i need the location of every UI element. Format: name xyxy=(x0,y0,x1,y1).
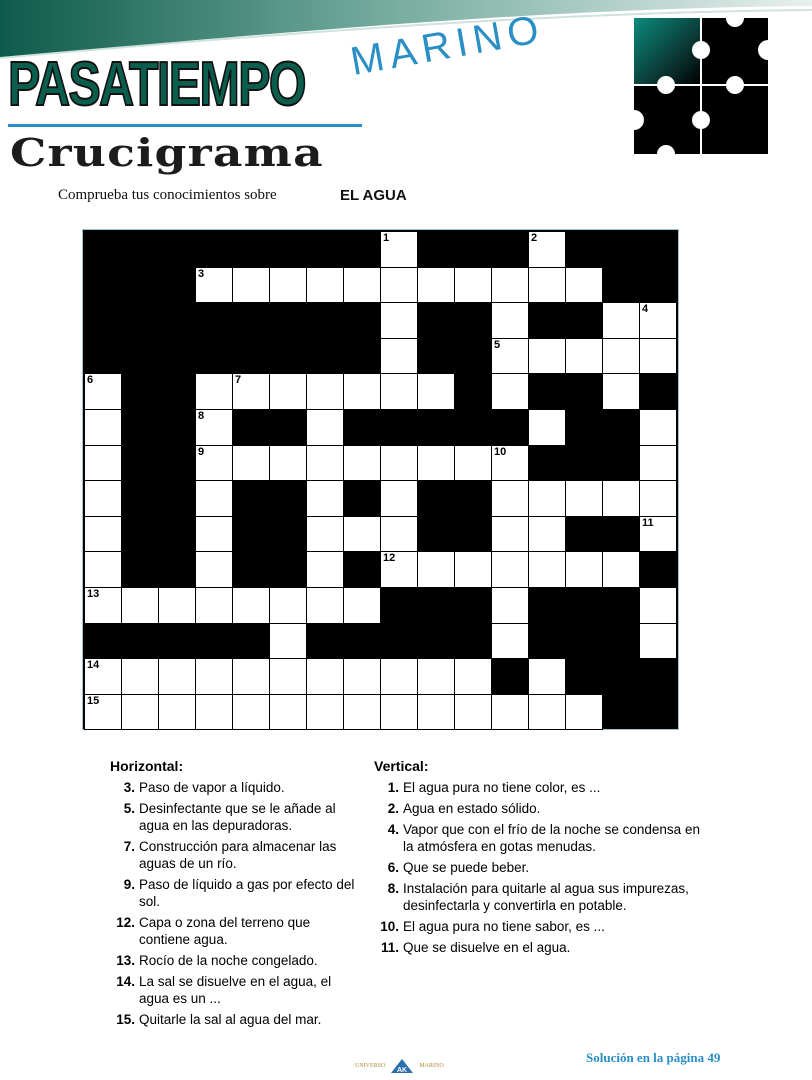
crossword-cell[interactable] xyxy=(269,623,307,660)
clue-number: 1. xyxy=(387,780,399,795)
crossword-cell[interactable] xyxy=(454,445,492,482)
cell-number: 4 xyxy=(642,303,649,316)
vertical-clues xyxy=(374,758,704,960)
crossword-cell[interactable] xyxy=(306,658,344,695)
crossword-cell[interactable] xyxy=(639,587,677,624)
clue-number: 7. xyxy=(123,839,135,854)
clue-number: 3. xyxy=(123,780,135,795)
brand-logo-text: AK xyxy=(397,1067,408,1074)
cell-number: 1 xyxy=(383,232,390,244)
crossword-cell[interactable] xyxy=(602,338,640,375)
crossword-cell[interactable] xyxy=(84,409,122,446)
crossword-cell[interactable] xyxy=(195,694,233,731)
cell-number: 11 xyxy=(642,516,654,529)
crossword-cell[interactable] xyxy=(639,302,677,339)
crossword-cell[interactable] xyxy=(639,409,677,446)
crossword-cell[interactable] xyxy=(565,551,603,588)
horizontal-heading: Horizontal: xyxy=(110,758,184,774)
crossword-cell[interactable] xyxy=(454,267,492,304)
crossword-cell[interactable] xyxy=(158,658,196,695)
cell-number: 9 xyxy=(198,445,205,458)
crossword-cell[interactable] xyxy=(232,445,270,482)
cell-number: 5 xyxy=(494,338,501,351)
crossword-cell[interactable] xyxy=(84,694,122,731)
crossword-cell[interactable] xyxy=(491,373,529,410)
crossword-cell[interactable] xyxy=(565,480,603,517)
clue-text: Rocío de la noche congelado. xyxy=(139,953,318,968)
crossword-cell[interactable] xyxy=(602,373,640,410)
crossword-cell[interactable] xyxy=(380,338,418,375)
clue-number: 2. xyxy=(387,801,399,816)
clue-text: Que se puede beber. xyxy=(403,860,530,875)
crossword-cell[interactable] xyxy=(639,338,677,375)
crossword-cell[interactable] xyxy=(380,231,418,268)
crossword-cell[interactable] xyxy=(565,267,603,304)
clue-item xyxy=(110,1011,360,1028)
crossword-cell[interactable] xyxy=(195,267,233,304)
clue-number: 9. xyxy=(123,877,135,892)
crossword-cell[interactable] xyxy=(84,445,122,482)
cell-number: 8 xyxy=(198,410,205,422)
clue-text: Vapor que con el frío de la noche se condensa en la atmósfera en gotas menudas. xyxy=(403,822,700,854)
clue-number: 6. xyxy=(387,860,399,875)
cell-number: 13 xyxy=(87,588,100,600)
crossword-cell[interactable] xyxy=(491,338,529,375)
crossword-cell[interactable] xyxy=(269,694,307,731)
topic-label: EL AGUA xyxy=(340,187,407,204)
cell-number: 15 xyxy=(87,694,100,707)
clue-text: Paso de vapor a líquido. xyxy=(139,780,285,795)
crossword-cell[interactable] xyxy=(380,373,418,410)
crossword-cell[interactable] xyxy=(380,445,418,482)
crossword-cell[interactable] xyxy=(454,694,492,731)
clue-item xyxy=(374,821,704,855)
crossword-cell[interactable] xyxy=(491,445,529,482)
crossword-cell[interactable] xyxy=(528,480,566,517)
crossword-cell[interactable] xyxy=(195,409,233,446)
crossword-cell[interactable] xyxy=(380,302,418,339)
crossword-cell[interactable] xyxy=(343,694,381,731)
clue-text: Capa o zona del terreno que contiene agua. xyxy=(139,915,311,947)
clue-item xyxy=(374,880,704,914)
crossword-cell[interactable] xyxy=(158,694,196,731)
clue-number: 12. xyxy=(116,915,135,930)
clue-number: 14. xyxy=(116,974,135,989)
crossword-cell[interactable] xyxy=(121,694,159,731)
crossword-cell[interactable] xyxy=(380,694,418,731)
crossword-cell[interactable] xyxy=(565,338,603,375)
clue-number: 4. xyxy=(387,822,399,837)
clue-item xyxy=(110,914,360,948)
crossword-cell[interactable] xyxy=(232,658,270,695)
crossword-cell[interactable] xyxy=(528,409,566,446)
crossword-cell[interactable] xyxy=(343,373,381,410)
clue-item xyxy=(374,859,704,876)
clue-text: El agua pura no tiene sabor, es ... xyxy=(403,919,605,934)
crossword-cell[interactable] xyxy=(639,445,677,482)
crossword-cell[interactable] xyxy=(528,338,566,375)
crossword-cell[interactable] xyxy=(306,409,344,446)
crossword-cell[interactable] xyxy=(417,694,455,731)
crossword-cell[interactable] xyxy=(269,587,307,624)
cell-number: 12 xyxy=(383,552,396,565)
crossword-cell[interactable] xyxy=(158,587,196,624)
clue-item xyxy=(374,918,704,935)
crossword-cell[interactable] xyxy=(121,658,159,695)
brand-logo-icon xyxy=(389,1058,415,1074)
solution-note: Solución en la página 49 xyxy=(586,1050,721,1065)
crossword-cell[interactable] xyxy=(417,551,455,588)
crossword-cell[interactable] xyxy=(491,551,529,588)
clue-item xyxy=(110,800,360,834)
clue-item xyxy=(110,973,360,1007)
crossword-cell[interactable] xyxy=(491,623,529,660)
cell-number: 14 xyxy=(87,659,100,672)
crossword-cell[interactable] xyxy=(417,373,455,410)
crossword-cell[interactable] xyxy=(528,694,566,731)
crossword-cell[interactable] xyxy=(269,373,307,410)
crossword-cell[interactable] xyxy=(491,694,529,731)
crossword-cell[interactable] xyxy=(380,516,418,553)
clue-item xyxy=(110,876,360,910)
clue-item xyxy=(374,939,704,956)
crossword-cell[interactable] xyxy=(343,267,381,304)
clue-text: Agua en estado sólido. xyxy=(403,801,541,816)
clue-text: Que se disuelve en el agua. xyxy=(403,940,571,955)
page-subtitle: MARINO xyxy=(347,6,548,85)
crossword-cell[interactable] xyxy=(306,480,344,517)
crossword-cell[interactable] xyxy=(343,658,381,695)
crossword-cell[interactable] xyxy=(195,551,233,588)
crossword-cell[interactable] xyxy=(84,551,122,588)
vertical-heading: Vertical: xyxy=(374,758,429,774)
clue-text: Quitarle la sal al agua del mar. xyxy=(139,1012,322,1027)
clue-number: 10. xyxy=(380,919,399,934)
crossword-cell[interactable] xyxy=(121,587,159,624)
crossword-cell[interactable] xyxy=(195,373,233,410)
crossword-cell[interactable] xyxy=(232,587,270,624)
crossword-cell[interactable] xyxy=(306,551,344,588)
clue-text: Construcción para almacenar las aguas de un río. xyxy=(139,839,337,871)
clue-item xyxy=(374,779,704,796)
clue-item xyxy=(110,779,360,796)
crossword-cell[interactable] xyxy=(306,445,344,482)
clue-number: 5. xyxy=(123,801,135,816)
brand-right: MARINO xyxy=(419,1063,444,1069)
crossword-cell[interactable] xyxy=(84,516,122,553)
crossword-cell[interactable] xyxy=(639,480,677,517)
clue-number: 15. xyxy=(116,1012,135,1027)
crossword-cell[interactable] xyxy=(306,516,344,553)
cell-number: 6 xyxy=(87,374,94,387)
clue-item xyxy=(110,952,360,969)
crossword-grid xyxy=(82,229,679,730)
crossword-cell[interactable] xyxy=(528,516,566,553)
crossword-cell[interactable] xyxy=(491,267,529,304)
puzzle-pieces-icon xyxy=(632,16,770,156)
cell-number: 2 xyxy=(531,232,538,244)
crossword-cell[interactable] xyxy=(417,267,455,304)
crossword-cell[interactable] xyxy=(232,694,270,731)
clue-text: El agua pura no tiene color, es ... xyxy=(403,780,601,795)
crossword-cell[interactable] xyxy=(195,587,233,624)
crossword-cell[interactable] xyxy=(232,373,270,410)
crossword-cell[interactable] xyxy=(528,267,566,304)
crossword-cell[interactable] xyxy=(306,587,344,624)
crossword-cell[interactable] xyxy=(195,480,233,517)
crossword-cell[interactable] xyxy=(380,267,418,304)
clue-text: La sal se disuelve en el agua, el agua es un ... xyxy=(139,974,332,1006)
page-title: PASATIEMPO xyxy=(8,50,305,119)
crossword-cell[interactable] xyxy=(602,480,640,517)
crossword-cell[interactable] xyxy=(417,658,455,695)
crossword-cell[interactable] xyxy=(602,551,640,588)
crossword-cell[interactable] xyxy=(639,623,677,660)
crossword-cell[interactable] xyxy=(195,445,233,482)
crossword-cell[interactable] xyxy=(232,267,270,304)
crossword-cell[interactable] xyxy=(306,373,344,410)
crossword-cell[interactable] xyxy=(84,373,122,410)
crossword-cell[interactable] xyxy=(454,658,492,695)
crossword-cell[interactable] xyxy=(380,551,418,588)
crossword-cell[interactable] xyxy=(343,587,381,624)
clue-text: Instalación para quitarle al agua sus impurezas, desinfectarla y convertirla en potable. xyxy=(403,881,689,913)
horizontal-clues xyxy=(110,758,360,1032)
crossword-cell[interactable] xyxy=(269,267,307,304)
crossword-cell[interactable] xyxy=(528,551,566,588)
title-underline xyxy=(8,124,362,127)
crossword-cell[interactable] xyxy=(380,658,418,695)
crossword-cell[interactable] xyxy=(306,267,344,304)
crossword-cell[interactable] xyxy=(84,587,122,624)
brand-left: UNIVERSO xyxy=(355,1063,386,1069)
crossword-cell[interactable] xyxy=(528,231,566,268)
clue-number: 13. xyxy=(116,953,135,968)
crossword-cell[interactable] xyxy=(491,302,529,339)
intro-text: Comprueba tus conocimientos sobre xyxy=(58,187,277,203)
crossword-cell[interactable] xyxy=(602,302,640,339)
cell-number: 3 xyxy=(198,267,205,280)
clue-text: Paso de líquido a gas por efecto del sol. xyxy=(139,877,355,909)
footer-brand xyxy=(355,1058,444,1074)
crossword-cell[interactable] xyxy=(454,551,492,588)
section-title: Crucigrama xyxy=(10,130,324,175)
clue-item xyxy=(110,838,360,872)
crossword-cell[interactable] xyxy=(269,658,307,695)
cell-number: 7 xyxy=(235,374,242,387)
clue-item xyxy=(374,800,704,817)
crossword-cell[interactable] xyxy=(491,480,529,517)
clue-text: Desinfectante que se le añade al agua en las depuradoras. xyxy=(139,801,336,833)
cell-number: 10 xyxy=(494,445,507,458)
crossword-cell[interactable] xyxy=(343,516,381,553)
clue-number: 11. xyxy=(380,940,399,955)
crossword-cell[interactable] xyxy=(195,658,233,695)
crossword-cell[interactable] xyxy=(417,445,455,482)
crossword-cell[interactable] xyxy=(639,516,677,553)
crossword-cell[interactable] xyxy=(306,694,344,731)
crossword-cell[interactable] xyxy=(84,658,122,695)
crossword-cell[interactable] xyxy=(269,445,307,482)
crossword-cell[interactable] xyxy=(491,587,529,624)
clue-number: 8. xyxy=(387,881,399,896)
crossword-cell[interactable] xyxy=(565,694,603,731)
crossword-cell[interactable] xyxy=(195,516,233,553)
crossword-cell[interactable] xyxy=(343,445,381,482)
crossword-cell[interactable] xyxy=(84,480,122,517)
crossword-cell[interactable] xyxy=(528,658,566,695)
crossword-cell[interactable] xyxy=(491,516,529,553)
crossword-cell[interactable] xyxy=(380,480,418,517)
